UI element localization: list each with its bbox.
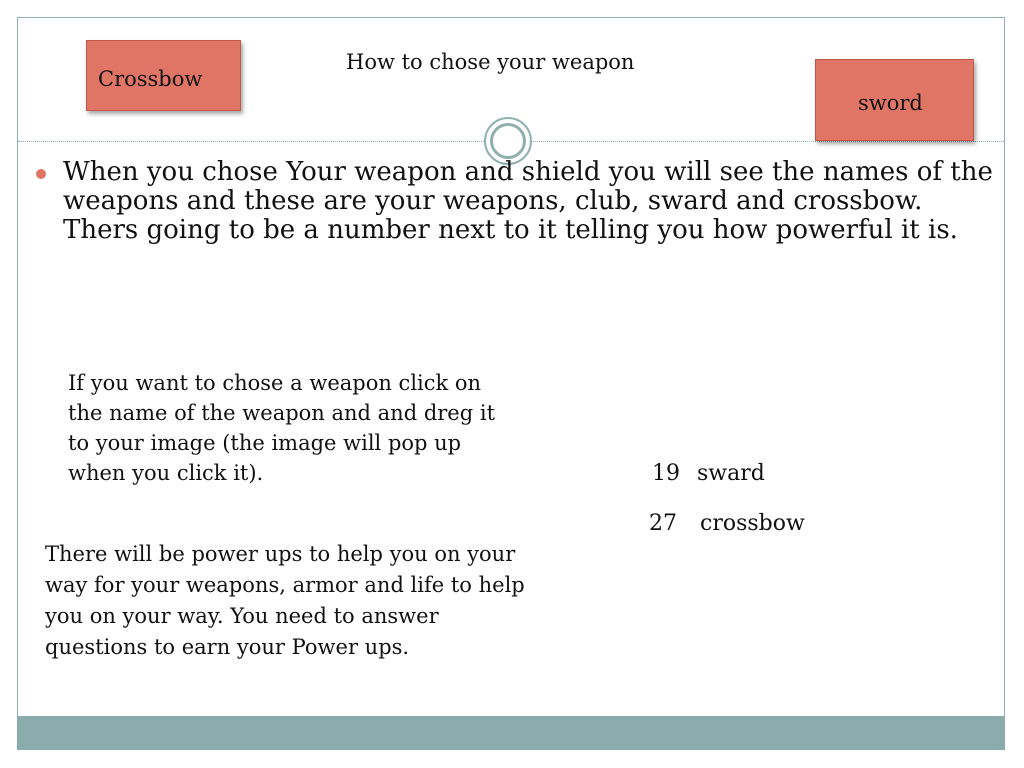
sword-button-label: sword	[858, 91, 923, 115]
bullet-text: When you chose Your weapon and shield you will see the names of the weapons and these are your weapons, club, sward and crossbow. Thers going to be a number next to it telling you how powerful it is.	[63, 157, 993, 245]
weapon-stat-name[interactable]: crossbow	[700, 511, 805, 536]
drag-instructions: If you want to chose a weapon click on the name of the weapon and and dreg it to your image (the image will pop up when you click it).	[68, 371, 496, 485]
weapon-stat-row	[649, 511, 805, 536]
crossbow-button[interactable]	[86, 40, 241, 111]
weapon-stat-name[interactable]: sward	[697, 461, 765, 486]
divider-ornament-inner	[490, 123, 526, 159]
footer-bar	[17, 716, 1005, 750]
weapon-stat-value: 19	[652, 461, 680, 486]
weapon-stat-row	[652, 461, 765, 486]
bullet-icon	[36, 169, 46, 179]
crossbow-button-label: Crossbow	[98, 67, 203, 91]
slide-heading: How to chose your weapon	[346, 50, 635, 74]
sword-button[interactable]	[815, 59, 974, 141]
weapon-stat-value: 27	[649, 511, 677, 536]
power-ups-info: There will be power ups to help you on your way for your weapons, armor and life to help you on your way. You need to answer questions to earn your Power ups.	[45, 542, 525, 659]
